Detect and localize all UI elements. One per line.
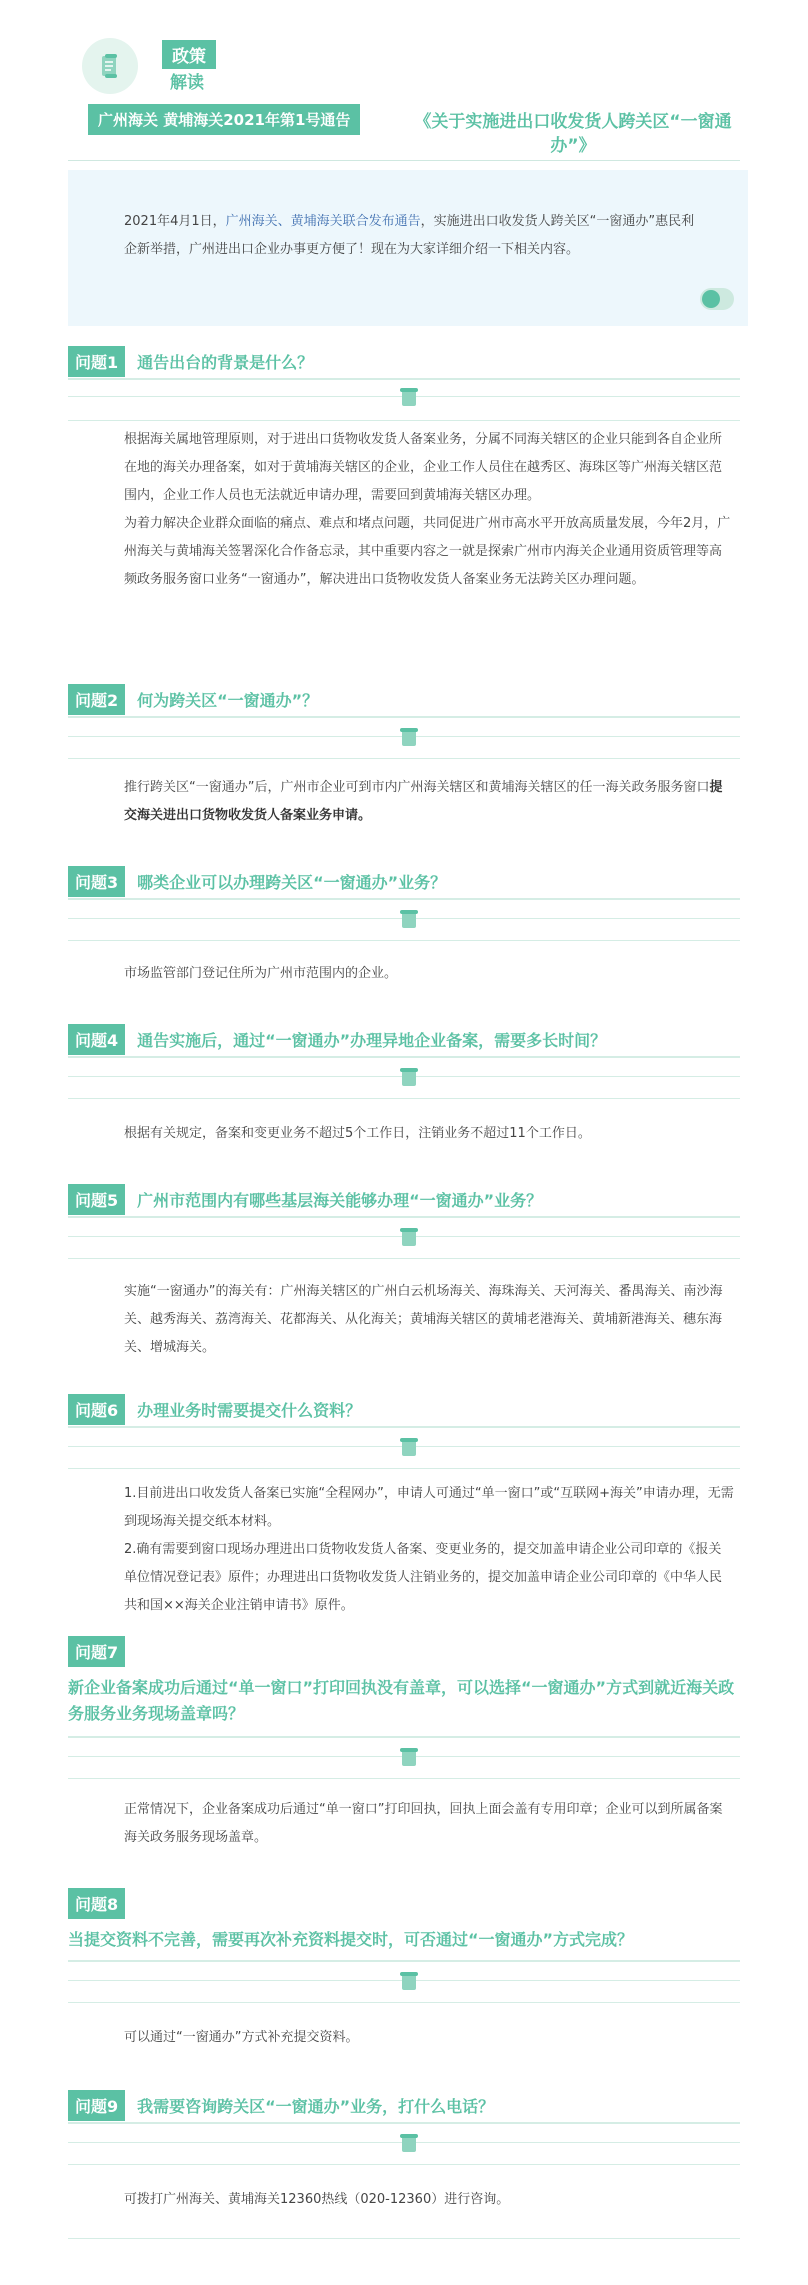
scroll-icon — [398, 388, 420, 408]
answer-paragraph: 可拨打广州海关、黄埔海关12360热线（020-12360）进行咨询。 — [124, 2192, 510, 2207]
answer-7 — [124, 1796, 734, 1852]
divider — [68, 2002, 740, 2003]
divider — [68, 1258, 740, 1259]
scroll-icon — [398, 1438, 420, 1458]
answer-6 — [124, 1480, 734, 1620]
divider — [68, 420, 740, 421]
answer-4 — [124, 1120, 734, 1148]
divider — [68, 1778, 740, 1779]
question-badge: 问题6 — [68, 1394, 125, 1425]
intro-text-date: 2021年4月1日， — [124, 214, 226, 229]
scroll-icon — [398, 1068, 420, 1088]
divider — [68, 378, 740, 380]
question-title: 办理业务时需要提交什么资料？ — [137, 1401, 362, 1420]
answer-paragraph: 市场监管部门登记住所为广州市范围内的企业。 — [124, 966, 398, 981]
scroll-icon — [398, 1972, 420, 1992]
question-3-header — [68, 866, 740, 897]
question-2-header — [68, 684, 740, 715]
question-4-header — [68, 1024, 740, 1055]
answer-paragraph: 可以通过“一窗通办”方式补充提交资料。 — [124, 2030, 359, 2045]
question-title: 哪类企业可以办理跨关区“一窗通办”业务？ — [137, 873, 447, 892]
divider — [68, 2238, 740, 2239]
divider — [68, 898, 740, 900]
divider — [68, 940, 740, 941]
answer-paragraph: 实施“一窗通办”的海关有：广州海关辖区的广州白云机场海关、海珠海关、天河海关、番禺海关、南沙海关、越秀海关、荔湾海关、花都海关、从化海关；黄埔海关辖区的黄埔老港海关、黄埔新港海关、穗东海关、增城海关。 — [124, 1284, 723, 1355]
toggle-icon — [700, 288, 734, 310]
scroll-icon — [398, 1748, 420, 1768]
answer-1 — [124, 426, 734, 594]
answer-paragraph: 根据有关规定，备案和变更业务不超过5个工作日，注销业务不超过11个工作日。 — [124, 1126, 591, 1141]
answer-2 — [124, 774, 734, 830]
answer-8 — [124, 2024, 734, 2052]
divider — [68, 1960, 740, 1962]
divider — [68, 2164, 740, 2165]
divider — [68, 1216, 740, 1218]
question-badge: 问题3 — [68, 866, 125, 897]
intro-text-highlight: 广州海关、黄埔海关联合发布通告 — [225, 214, 421, 229]
divider — [68, 1468, 740, 1469]
category-tag: 政策 — [162, 40, 216, 69]
intro-text-rest: ，实施进出口收发货人跨关区“一窗通办”惠民利企新举措，广州进出口企业办事更方便了！现在为大家详细介绍一下相关内容。 — [124, 214, 695, 257]
answer-text-bold: 提交海关进出口货物收发货人备案业务申请。 — [124, 780, 723, 823]
question-8-header — [68, 1888, 748, 1953]
question-badge: 问题7 — [68, 1636, 125, 1667]
scroll-icon — [82, 38, 138, 94]
divider — [68, 758, 740, 759]
answer-paragraph: 正常情况下，企业备案成功后通过“单一窗口”打印回执，回执上面会盖有专用印章；企业可以到所属备案海关政务服务现场盖章。 — [124, 1802, 723, 1845]
header — [0, 0, 808, 170]
divider — [68, 1736, 740, 1738]
question-5-header — [68, 1184, 740, 1215]
answer-paragraph: 根据海关属地管理原则，对于进出口货物收发货人备案业务，分属不同海关辖区的企业只能到各自企业所在地的海关办理备案，如对于黄埔海关辖区的企业，企业工作人员住在越秀区、海珠区等广州海关辖区范围内，企业工作人员也无法就近申请办理，需要回到黄埔海关辖区办理。 — [124, 432, 723, 503]
answer-3 — [124, 960, 734, 988]
divider — [68, 716, 740, 718]
question-badge: 问题5 — [68, 1184, 125, 1215]
question-badge: 问题1 — [68, 346, 125, 377]
intro-text — [124, 208, 698, 264]
scroll-icon — [398, 910, 420, 930]
divider — [68, 160, 740, 161]
question-title: 通告出台的背景是什么？ — [137, 353, 314, 372]
scroll-icon — [398, 1228, 420, 1248]
question-badge: 问题9 — [68, 2090, 125, 2121]
divider — [68, 1098, 740, 1099]
notice-title-badge: 广州海关 黄埔海关2021年第1号通告 — [88, 104, 360, 135]
question-6-header — [68, 1394, 740, 1425]
answer-paragraph: 为着力解决企业群众面临的痛点、难点和堵点问题，共同促进广州市高水平开放高质量发展，今年2月，广州海关与黄埔海关签署深化合作备忘录，其中重要内容之一就是探索广州市内海关企业通用资质管理等高频政务服务窗口业务“一窗通办”，解决进出口货物收发货人备案业务无法跨关区办理问题。 — [124, 516, 731, 587]
question-7-header — [68, 1636, 748, 1727]
question-title: 我需要咨询跨关区“一窗通办”业务，打什么电话？ — [137, 2097, 495, 2116]
divider — [68, 1426, 740, 1428]
answer-paragraph: 1.目前进出口收发货人备案已实施“全程网办”，申请人可通过“单一窗口”或“互联网+海关”申请办理，无需到现场海关提交纸本材料。 — [124, 1486, 734, 1529]
question-badge: 问题2 — [68, 684, 125, 715]
category-subtag: 解读 — [170, 73, 204, 93]
question-title: 何为跨关区“一窗通办”？ — [137, 691, 319, 710]
question-title: 新企业备案成功后通过“单一窗口”打印回执没有盖章，可以选择“一窗通办”方式到就近海关政务服务业务现场盖章吗？ — [68, 1678, 735, 1723]
divider — [68, 2122, 740, 2124]
question-9-header — [68, 2090, 740, 2121]
question-badge: 问题8 — [68, 1888, 125, 1919]
question-1-header — [68, 346, 740, 377]
question-badge: 问题4 — [68, 1024, 125, 1055]
question-title: 当提交资料不完善，需要再次补充资料提交时，可否通过“一窗通办”方式完成？ — [68, 1930, 634, 1949]
divider — [68, 1056, 740, 1058]
notice-title: 《关于实施进出口收发货人跨关区“一窗通办”》 — [414, 112, 732, 156]
question-title: 广州市范围内有哪些基层海关能够办理“一窗通办”业务？ — [137, 1191, 543, 1210]
scroll-icon — [398, 728, 420, 748]
question-title: 通告实施后，通过“一窗通办”办理异地企业备案，需要多长时间？ — [137, 1031, 607, 1050]
intro-box — [68, 170, 748, 326]
scroll-icon — [398, 2134, 420, 2154]
answer-text: 推行跨关区“一窗通办”后，广州市企业可到市内广州海关辖区和黄埔海关辖区的任一海关政务服务窗口 — [124, 780, 710, 795]
answer-5 — [124, 1278, 734, 1362]
answer-9 — [124, 2186, 734, 2214]
answer-paragraph: 2.确有需要到窗口现场办理进出口货物收发货人备案、变更业务的，提交加盖申请企业公司印章的《报关单位情况登记表》原件；办理进出口货物收发货人注销业务的，提交加盖申请企业公司印章的《中华人民共和国××海关企业注销申请书》原件。 — [124, 1542, 723, 1613]
